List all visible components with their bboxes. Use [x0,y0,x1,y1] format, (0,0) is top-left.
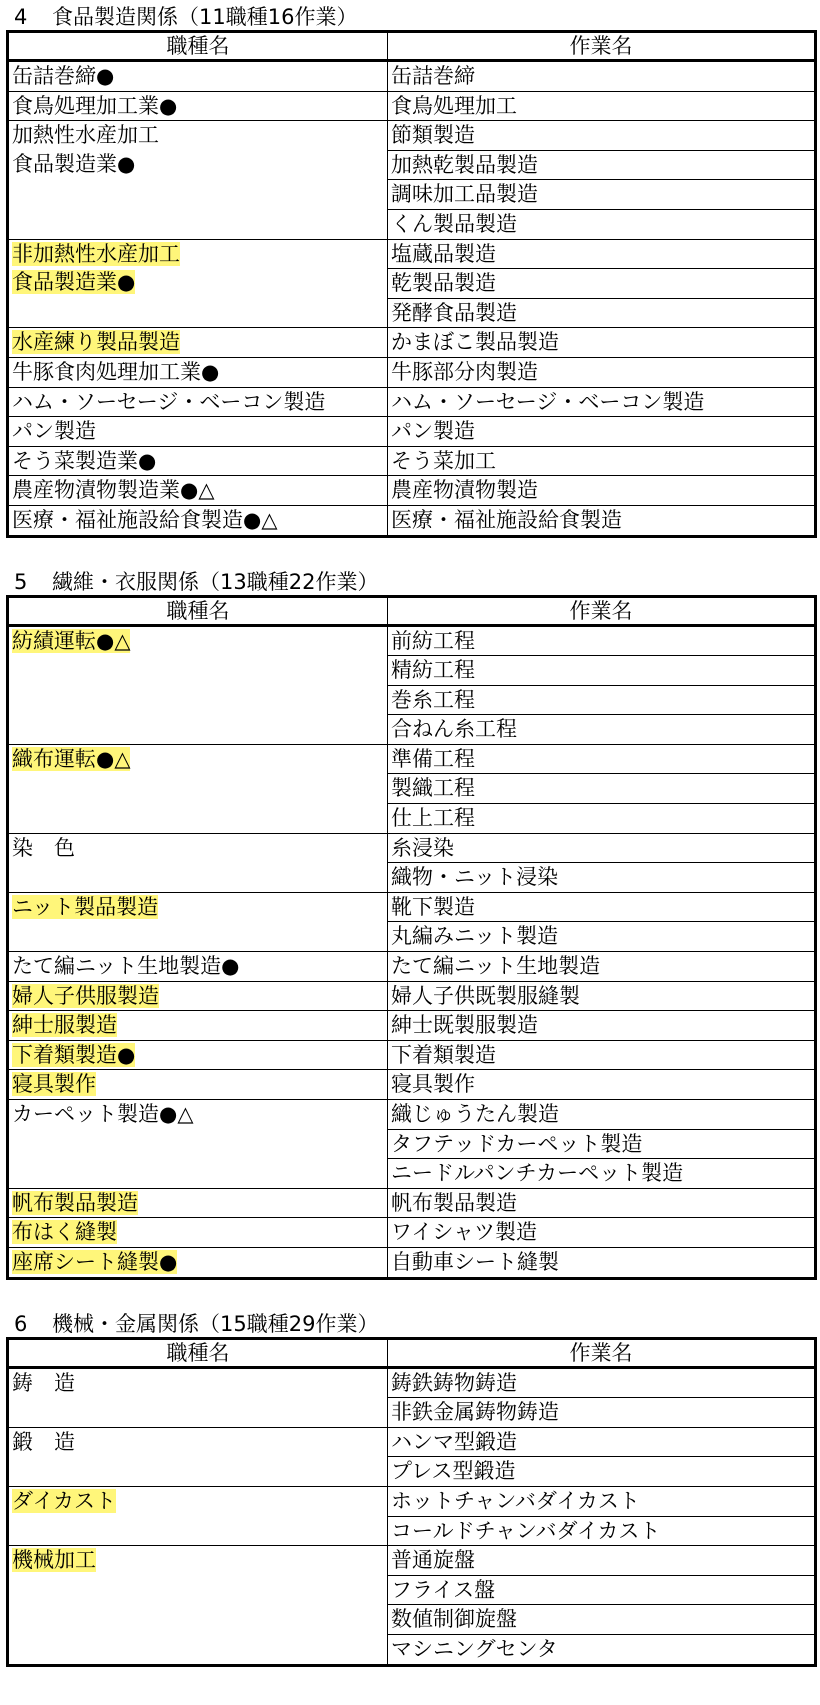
work-cell: 非鉄金属鋳物鋳造 [388,1398,816,1428]
section-title [6,565,820,595]
work-cell: 塩蔵品製造 [388,239,816,269]
work-cell: 糸浸染 [388,833,816,863]
occupation-cell [8,1247,388,1278]
table-row [8,1367,816,1398]
occupation-cell [8,1486,388,1545]
occupation-table [6,30,817,538]
work-cell: 下着類製造 [388,1040,816,1070]
work-cell: ハム・ソーセージ・ベーコン製造 [388,387,816,417]
occupation-cell [8,505,388,536]
work-cell: フライス盤 [388,1575,816,1605]
section-number: 5 [14,569,28,594]
table-row [8,476,816,506]
occupation-cell [8,1427,388,1486]
occupation-name: たて編ニット生地製造● [12,954,240,979]
occupation-cell [8,446,388,476]
work-cell: そう菜加工 [388,446,816,476]
table-row [8,1040,816,1070]
work-cell: 節類製造 [388,121,816,151]
occupation-name: 食品製造業● [12,151,136,176]
section-title [6,0,820,30]
work-cell: 医療・福祉施設給食製造 [388,505,816,536]
occupation-name: ハム・ソーセージ・ベーコン製造 [12,389,326,414]
table-row [8,744,816,774]
table-row [8,417,816,447]
work-cell: 帆布製品製造 [388,1188,816,1218]
occupation-name: 布はく縫製 [12,1220,117,1245]
occupation-name: カーペット製造●△ [12,1102,194,1126]
table-row [8,121,816,151]
occupation-cell [8,476,388,506]
occupation-table [6,1337,817,1667]
column-header-occupation: 職種名 [8,32,388,61]
work-cell: 前紡工程 [388,625,816,656]
occupation-name: 織布運転●△ [12,746,131,771]
work-cell: 調味加工品製造 [388,180,816,210]
work-cell: マシニングセンタ [388,1634,816,1665]
table-row [8,1218,816,1248]
work-cell: 寝具製作 [388,1070,816,1100]
occupation-cell [8,239,388,328]
work-cell: 乾製品製造 [388,269,816,299]
table-row [8,1247,816,1278]
work-cell: 仕上工程 [388,804,816,834]
table-row [8,952,816,982]
table-row [8,981,816,1011]
occupation-name: 医療・福祉施設給食製造●△ [12,507,278,532]
work-cell: 紳士既製服製造 [388,1011,816,1041]
occupation-name: 機械加工 [12,1548,96,1573]
occupation-cell [8,417,388,447]
table-row [8,387,816,417]
occupation-name: 加熱性水産加工 [12,123,159,148]
occupation-name: 寝具製作 [12,1072,96,1097]
work-cell: 巻糸工程 [388,685,816,715]
work-cell: 数値制御旋盤 [388,1605,816,1635]
work-cell: パン製造 [388,417,816,447]
work-cell: 発酵食品製造 [388,298,816,328]
column-header-work: 作業名 [388,32,816,61]
occupation-table [6,595,817,1280]
section-spacer [6,1280,820,1307]
table-row [8,892,816,922]
table-row [8,1486,816,1516]
table-header-row [8,32,816,61]
table-row [8,446,816,476]
occupation-name: 缶詰巻締● [12,64,115,88]
occupation-name: 下着類製造● [12,1042,136,1067]
work-cell: たて編ニット生地製造 [388,952,816,982]
work-cell: 普通旋盤 [388,1546,816,1576]
work-cell: 加熱乾製品製造 [388,150,816,180]
work-cell: 織じゅうたん製造 [388,1100,816,1130]
occupation-cell [8,892,388,951]
table-row [8,1546,816,1576]
section-title [6,1307,820,1337]
work-cell: 牛豚部分肉製造 [388,357,816,387]
work-cell: 準備工程 [388,744,816,774]
occupation-name: 非加熱性水産加工 [12,241,180,266]
occupation-cell [8,121,388,239]
occupation-cell [8,357,388,387]
occupation-cell [8,328,388,358]
table-row [8,61,816,92]
table-row [8,1070,816,1100]
occupation-cell [8,1546,388,1665]
work-cell: ハンマ型鍛造 [388,1427,816,1457]
column-header-work: 作業名 [388,596,816,625]
occupation-name: 婦人子供服製造 [12,983,159,1008]
work-cell: ワイシャツ製造 [388,1218,816,1248]
occupation-name: 農産物漬物製造業●△ [12,478,215,503]
occupation-name: ニット製品製造 [12,894,159,919]
occupation-cell [8,625,388,744]
work-cell: くん製品製造 [388,209,816,239]
occupation-cell [8,1218,388,1248]
occupation-cell [8,981,388,1011]
occupation-name: 紡績運転●△ [12,628,131,653]
table-row [8,625,816,656]
section-number: 4 [14,5,28,29]
occupation-name: パン製造 [12,419,96,444]
work-cell: 精紡工程 [388,656,816,686]
occupation-cell [8,833,388,892]
work-cell: 食鳥処理加工 [388,91,816,121]
occupation-cell [8,1040,388,1070]
occupation-cell [8,1100,388,1189]
work-cell: 缶詰巻締 [388,61,816,92]
section-title-text: 繊維・衣服関係（13職種22作業） [52,569,379,594]
occupation-cell [8,1011,388,1041]
work-cell: かまぼこ製品製造 [388,328,816,358]
occupation-cell [8,744,388,833]
table-row [8,505,816,536]
occupation-cell [8,61,388,92]
occupation-name: 食品製造業● [12,270,136,295]
table-header-row [8,596,816,625]
occupation-cell [8,1070,388,1100]
column-header-occupation: 職種名 [8,596,388,625]
occupation-name: 染 色 [12,835,75,860]
work-cell: 織物・ニット浸染 [388,863,816,893]
occupation-cell [8,387,388,417]
table-row [8,833,816,863]
occupation-name: 牛豚食肉処理加工業● [12,359,220,384]
work-cell: 合ねん糸工程 [388,715,816,745]
table-header-row [8,1338,816,1367]
work-cell: 農産物漬物製造 [388,476,816,506]
work-cell: プレス型鍛造 [388,1457,816,1487]
occupation-name: 座席シート縫製● [12,1249,178,1274]
table-row [8,357,816,387]
column-header-occupation: 職種名 [8,1338,388,1367]
occupation-name: 紳士服製造 [12,1013,117,1038]
table-row [8,239,816,269]
occupation-name: 帆布製品製造 [12,1190,138,1215]
work-cell: 製織工程 [388,774,816,804]
work-cell: ニードルパンチカーペット製造 [388,1159,816,1189]
occupation-cell [8,1188,388,1218]
work-cell: 自動車シート縫製 [388,1247,816,1278]
work-cell: 鋳鉄鋳物鋳造 [388,1367,816,1398]
table-row [8,1188,816,1218]
occupation-name: 食鳥処理加工業● [12,93,178,118]
occupation-cell [8,91,388,121]
occupation-cell [8,952,388,982]
section-title-text: 機械・金属関係（15職種29作業） [52,1311,379,1336]
work-cell: 靴下製造 [388,892,816,922]
work-cell: ホットチャンバダイカスト [388,1486,816,1516]
section-title-text: 食品製造関係（11職種16作業） [52,5,358,29]
section-spacer [6,538,820,565]
work-cell: コールドチャンバダイカスト [388,1516,816,1546]
occupation-name: ダイカスト [12,1488,116,1513]
table-row [8,91,816,121]
work-cell: 婦人子供既製服縫製 [388,981,816,1011]
occupation-name: そう菜製造業● [12,448,157,473]
occupation-name: 鋳 造 [12,1370,75,1395]
occupation-name: 水産練り製品製造 [12,330,180,355]
table-row [8,328,816,358]
table-row [8,1100,816,1130]
column-header-work: 作業名 [388,1338,816,1367]
occupation-name: 鍛 造 [12,1429,75,1454]
work-cell: タフテッドカーペット製造 [388,1129,816,1159]
table-row [8,1427,816,1457]
work-cell: 丸編みニット製造 [388,922,816,952]
occupation-cell [8,1367,388,1427]
section-number: 6 [14,1311,28,1336]
table-row [8,1011,816,1041]
